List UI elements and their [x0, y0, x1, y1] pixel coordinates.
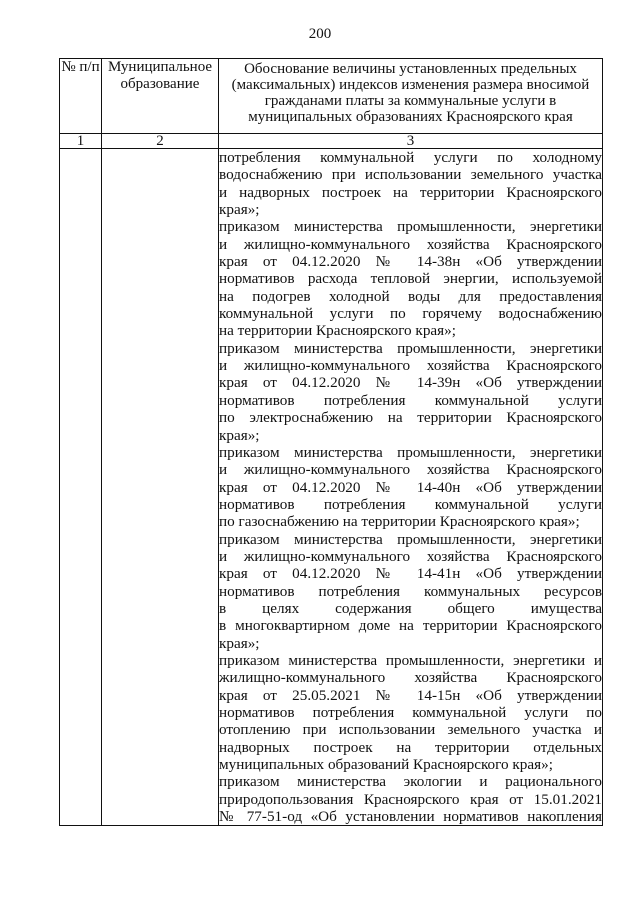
text-line: края от 04.12.2020 № 14-41н «Об утверждении: [219, 565, 602, 583]
text-line: приказом министерства промышленности, энергетики: [219, 443, 602, 461]
row-number-cell: [60, 149, 102, 826]
justification-text: [219, 149, 602, 825]
table-header-row: [60, 59, 603, 134]
text-line: и жилищно-коммунального хозяйства Красноярского: [219, 547, 602, 565]
text-line: приказом министерства промышленности, энергетики: [219, 530, 602, 548]
text-line: края»;: [219, 201, 260, 219]
text-line: на территории Красноярского края»;: [219, 322, 456, 340]
text-line: и жилищно-коммунального хозяйства Красноярского: [219, 461, 602, 479]
justification-cell: [219, 149, 603, 826]
header-row-number: № п/п: [60, 59, 102, 134]
text-line: муниципальных образований Красноярского края»;: [219, 756, 553, 774]
text-line: приказом министерства экологии и рационального: [219, 773, 602, 791]
column-number-3: 3: [219, 134, 603, 149]
text-line: края от 04.12.2020 № 14-38н «Об утверждении: [219, 253, 602, 271]
page-number: 200: [308, 26, 332, 42]
regulation-paragraph: [219, 531, 602, 652]
text-line: и жилищно-коммунального хозяйства Красноярского: [219, 235, 602, 253]
justification-table: [59, 58, 603, 826]
text-line: надворных построек на территории отдельных: [219, 738, 602, 756]
text-line: края от 04.12.2020 № 14-39н «Об утверждении: [219, 374, 602, 392]
table-row: [60, 149, 603, 826]
text-line: нормативов потребления коммунальной услуги: [219, 391, 602, 409]
text-line: по электроснабжению на территории Красноярского: [219, 409, 602, 427]
text-line: в целях содержания общего имущества: [219, 599, 602, 617]
text-line: приказом министерства промышленности, энергетики: [219, 339, 602, 357]
municipality-cell: [102, 149, 219, 826]
text-line: нормативов потребления коммунальных ресурсов: [219, 582, 602, 600]
text-line: нормативов потребления коммунальной услуги по: [219, 704, 602, 721]
column-number-2: 2: [102, 134, 219, 149]
text-line: нормативов расхода тепловой энергии, используемой: [219, 270, 602, 288]
header-municipality: Муниципальное образование: [102, 59, 219, 134]
text-line: края»;: [219, 634, 260, 652]
text-line: водоснабжению при использовании земельного участка: [219, 166, 602, 184]
text-line: и надворных построек на территории Красноярского: [219, 183, 602, 201]
regulation-paragraph: [219, 149, 602, 218]
header-justification: Обоснование величины установленных предельных (максимальных) индексов изменения размера вносимой гражданами платы за коммунальные услуги в муниципальных образованиях Красноярского края: [219, 59, 603, 134]
column-numbers-row: [60, 134, 603, 149]
regulation-paragraph: [219, 340, 602, 444]
text-line: края от 04.12.2020 № 14-40н «Об утверждении: [219, 478, 602, 496]
text-line: края от 25.05.2021 № 14-15н «Об утверждении: [219, 686, 602, 704]
text-line: коммунальной услуги по горячему водоснабжению: [219, 305, 602, 323]
regulation-paragraph: [219, 652, 602, 773]
text-line: потребления коммунальной услуги по холодному: [219, 149, 602, 166]
text-line: природопользования Красноярского края от 15.01.2021: [219, 790, 602, 808]
text-line: и жилищно-коммунального хозяйства Красноярского: [219, 357, 602, 375]
text-line: отоплению при использовании земельного участка и: [219, 721, 602, 739]
text-line: на подогрев холодной воды для предоставления: [219, 287, 602, 305]
text-line: края»;: [219, 426, 260, 444]
regulation-paragraph: [219, 773, 602, 825]
regulation-paragraph: [219, 444, 602, 531]
column-number-1: 1: [60, 134, 102, 149]
text-line: в многоквартирном доме на территории Красноярского: [219, 617, 602, 635]
text-line: приказом министерства промышленности, энергетики и: [219, 651, 602, 669]
text-line: № 77-51-од «Об установлении нормативов накопления: [219, 808, 602, 826]
text-line: приказом министерства промышленности, энергетики: [219, 218, 602, 236]
text-line: по газоснабжению на территории Красноярского края»;: [219, 513, 580, 531]
text-line: жилищно-коммунального хозяйства Красноярского: [219, 669, 602, 687]
text-line: нормативов потребления коммунальной услуги: [219, 495, 602, 513]
regulation-paragraph: [219, 218, 602, 339]
